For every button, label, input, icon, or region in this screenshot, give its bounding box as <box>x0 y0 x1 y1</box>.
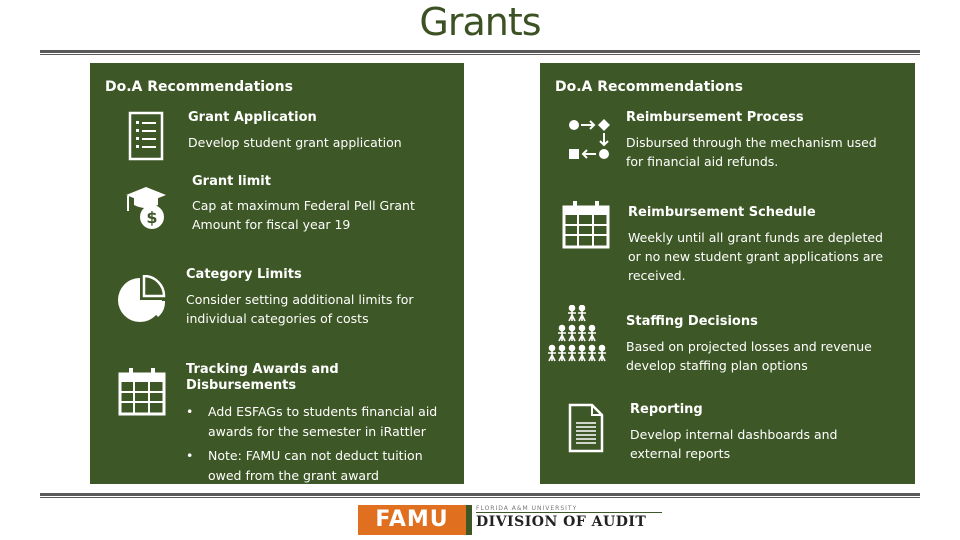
famu-logo <box>358 505 466 535</box>
item-title: Staffing Decisions <box>626 314 758 329</box>
logo-stripe <box>466 505 472 535</box>
pie-chart-icon <box>118 275 168 329</box>
left-recommendations-panel <box>90 63 464 484</box>
bullet-text: Note: FAMU can not deduct tuition owed from the grant award <box>208 448 423 483</box>
reimbursement-schedule-item <box>628 205 888 285</box>
left-panel-heading: Do.A Recommendations <box>105 79 293 95</box>
university-name: FLORIDA A&M UNIVERSITY <box>476 505 578 512</box>
item-title: Grant Application <box>188 110 317 125</box>
calendar-icon <box>562 201 610 253</box>
famu-logo-text: FAMU <box>375 507 449 532</box>
item-title: Category Limits <box>186 267 302 282</box>
process-flow-icon <box>568 117 614 165</box>
checklist-icon <box>128 111 164 165</box>
reporting-item <box>630 402 890 463</box>
list-item: • Note: FAMU can not deduct tuition owed from the grant award <box>186 448 423 483</box>
item-title: Grant limit <box>192 174 271 189</box>
item-title: Reimbursement Schedule <box>628 205 816 220</box>
staffing-decisions-item <box>626 314 896 375</box>
grant-limit-item <box>192 174 442 234</box>
division-name: DIVISION OF AUDIT <box>476 514 647 530</box>
logo-rule <box>476 512 662 513</box>
item-title: Reimbursement Process <box>626 110 804 125</box>
tracking-awards-item <box>186 362 446 490</box>
graduation-dollar-icon <box>122 185 172 235</box>
item-text: Weekly until all grant funds are depleted or no new student grant applications are received. <box>628 230 884 283</box>
item-title: Reporting <box>630 402 703 417</box>
item-text: Based on projected losses and revenue develop staffing plan options <box>626 339 872 373</box>
top-divider-thin <box>40 54 920 55</box>
svg-text:$: $ <box>146 208 158 227</box>
item-text: Disbursed through the mechanism used for financial aid refunds. <box>626 135 877 169</box>
item-text: Consider setting additional limits for individual categories of costs <box>186 292 414 326</box>
reimbursement-process-item <box>626 110 896 171</box>
calendar-icon <box>118 368 166 420</box>
bottom-divider-thin <box>40 497 920 498</box>
item-text: Cap at maximum Federal Pell Grant Amount for fiscal year 19 <box>192 198 415 232</box>
grant-application-item <box>188 110 448 152</box>
list-item: • Add ESFAGs to students financial aid awards for the semester in iRattler <box>186 404 438 439</box>
item-text: Develop internal dashboards and external reports <box>630 427 838 461</box>
document-icon <box>568 403 604 457</box>
page-title: Grants <box>419 0 541 44</box>
bottom-divider <box>40 493 920 496</box>
top-divider <box>40 50 920 53</box>
bullet-text: Add ESFAGs to students financial aid awards for the semester in iRattler <box>208 404 438 439</box>
right-panel-heading: Do.A Recommendations <box>555 79 743 95</box>
category-limits-item <box>186 267 446 328</box>
item-title: Tracking Awards and Disbursements <box>186 362 339 393</box>
tracking-bullets <box>186 402 446 485</box>
right-recommendations-panel <box>540 63 915 484</box>
people-group-icon <box>548 305 610 371</box>
item-text: Develop student grant application <box>188 135 402 150</box>
